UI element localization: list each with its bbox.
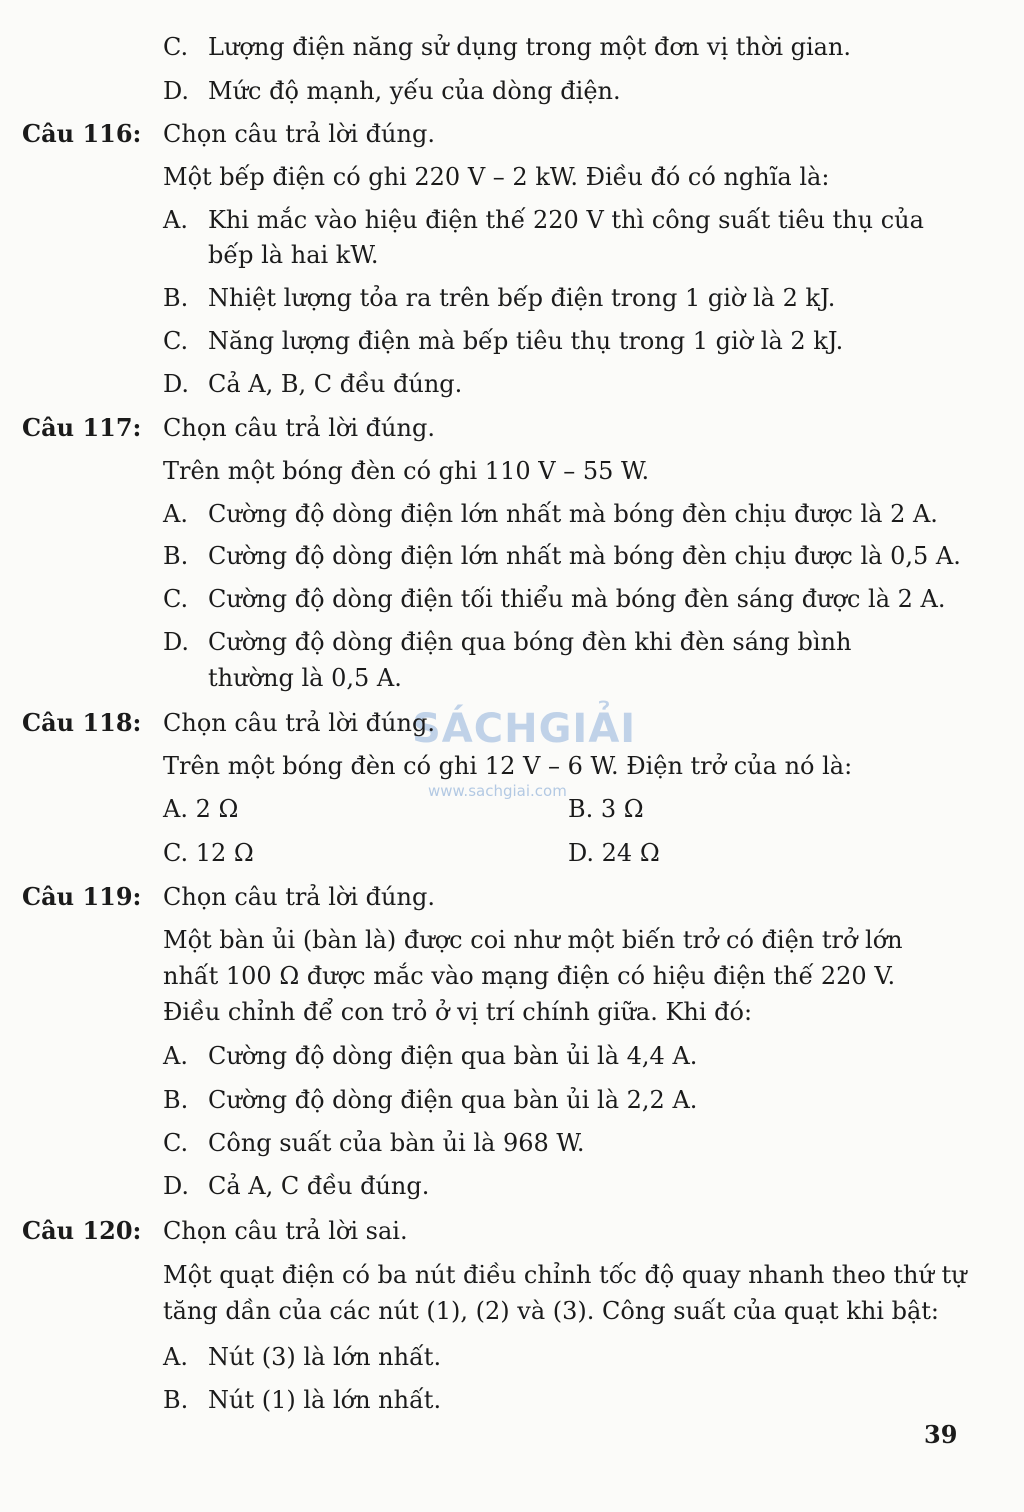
question-119-option-b: B. Cường độ dòng điện qua bàn ủi là 2,2 A. xyxy=(163,1086,698,1114)
question-117-option-b: B. Cường độ dòng điện lớn nhất mà bóng đèn chịu được là 0,5 A. xyxy=(163,542,961,570)
question-117-stem: Trên một bóng đèn có ghi 110 V – 55 W. xyxy=(163,457,650,485)
question-120-stem-line-2: tăng dần của các nút (1), (2) và (3). Công suất của quạt khi bật: xyxy=(163,1297,939,1325)
question-117-option-a: A. Cường độ dòng điện lớn nhất mà bóng đèn chịu được là 2 A. xyxy=(163,500,938,528)
question-120-option-a: A. Nút (3) là lớn nhất. xyxy=(163,1343,442,1371)
question-116-option-c: C. Năng lượng điện mà bếp tiêu thụ trong 1 giờ là 2 kJ. xyxy=(163,327,844,355)
question-116-option-a: A. Khi mắc vào hiệu điện thế 220 V thì công suất tiêu thụ của xyxy=(163,206,924,234)
question-119-instruction: Chọn câu trả lời đúng. xyxy=(163,883,435,911)
question-116-option-d: D. Cả A, B, C đều đúng. xyxy=(163,370,463,398)
question-116-stem: Một bếp điện có ghi 220 V – 2 kW. Điều đó có nghĩa là: xyxy=(163,163,830,191)
watermark-url: www.sachgiai.com xyxy=(428,782,567,800)
question-118-option-b: B. 3 Ω xyxy=(568,795,644,823)
question-118-option-a: A. 2 Ω xyxy=(163,795,239,823)
question-117-option-c: C. Cường độ dòng điện tối thiểu mà bóng đèn sáng được là 2 A. xyxy=(163,585,946,613)
question-119-label: Câu 119: xyxy=(22,882,142,911)
question-120-option-b: B. Nút (1) là lớn nhất. xyxy=(163,1386,442,1414)
question-120-instruction: Chọn câu trả lời sai. xyxy=(163,1217,408,1245)
question-118-label: Câu 118: xyxy=(22,708,142,737)
question-119-stem-line-3: Điều chỉnh để con trỏ ở vị trí chính giữa. Khi đó: xyxy=(163,998,753,1026)
question-117-option-d: D. Cường độ dòng điện qua bóng đèn khi đèn sáng bình xyxy=(163,628,852,656)
top-option-d: D. Mức độ mạnh, yếu của dòng điện. xyxy=(163,77,621,105)
question-116-option-a-cont: bếp là hai kW. xyxy=(208,241,379,269)
watermark-logo: SÁCHGIẢI xyxy=(412,706,637,752)
question-117-option-d-cont: thường là 0,5 A. xyxy=(208,664,402,692)
question-116-instruction: Chọn câu trả lời đúng. xyxy=(163,120,435,148)
top-option-c: C. Lượng điện năng sử dụng trong một đơn vị thời gian. xyxy=(163,33,852,61)
question-120-label: Câu 120: xyxy=(22,1216,142,1245)
question-119-option-d: D. Cả A, C đều đúng. xyxy=(163,1172,430,1200)
question-119-stem-line-1: Một bàn ủi (bàn là) được coi như một biến trở có điện trở lớn xyxy=(163,926,903,954)
question-117-label: Câu 117: xyxy=(22,413,142,442)
question-119-stem-line-2: nhất 100 Ω được mắc vào mạng điện có hiệu điện thế 220 V. xyxy=(163,962,896,990)
question-119-option-c: C. Công suất của bàn ủi là 968 W. xyxy=(163,1129,585,1157)
page-number: 39 xyxy=(924,1420,958,1449)
question-118-option-d: D. 24 Ω xyxy=(568,839,660,867)
question-117-instruction: Chọn câu trả lời đúng. xyxy=(163,414,435,442)
question-118-option-c: C. 12 Ω xyxy=(163,839,254,867)
question-118-stem: Trên một bóng đèn có ghi 12 V – 6 W. Điện trở của nó là: xyxy=(163,752,853,780)
question-118-instruction: Chọn câu trả lời đúng. xyxy=(163,709,435,737)
question-120-stem-line-1: Một quạt điện có ba nút điều chỉnh tốc độ quay nhanh theo thứ tự xyxy=(163,1261,967,1289)
question-116-label: Câu 116: xyxy=(22,119,142,148)
question-119-option-a: A. Cường độ dòng điện qua bàn ủi là 4,4 A. xyxy=(163,1042,698,1070)
question-116-option-b: B. Nhiệt lượng tỏa ra trên bếp điện trong 1 giờ là 2 kJ. xyxy=(163,284,836,312)
